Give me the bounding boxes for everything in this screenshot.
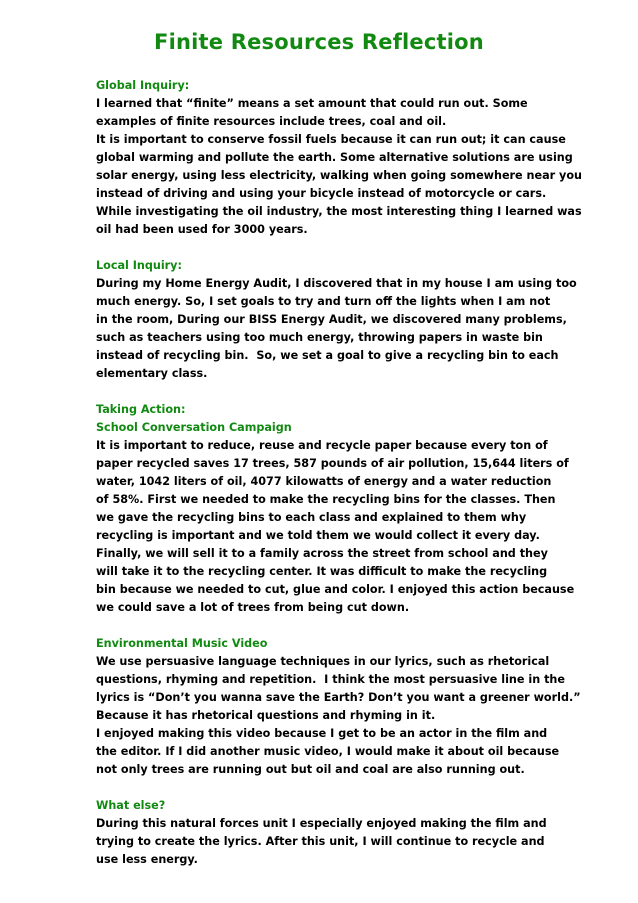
paragraph-line: global warming and pollute the earth. Some alternative solutions are using [96,151,573,164]
paragraph-line: paper recycled saves 17 trees, 587 pounds of air pollution, 15,644 liters of [96,457,569,470]
paragraph-line: solar energy, using less electricity, walking when going somewhere near you [96,169,582,182]
section-heading: What else? [96,799,166,812]
paragraph-line: While investigating the oil industry, the most interesting thing I learned was [96,205,582,218]
section-what-else [96,797,556,869]
paragraph-line: the editor. If I did another music video, I would make it about oil because [96,745,560,758]
paragraph-line: questions, rhyming and repetition. I think the most persuasive line in the [96,673,565,686]
section-music-video [96,635,581,779]
paragraph-line: bin because we needed to cut, glue and color. I enjoyed this action because [96,583,575,596]
paragraph-line: recycling is important and we told them we would collect it every day. [96,529,540,542]
paragraph-line: instead of driving and using your bicycle instead of motorcycle or cars. [96,187,547,200]
paragraph-line: trying to create the lyrics. After this unit, I will continue to recycle and [96,835,545,848]
paragraph-line: water, 1042 liters of oil, 4077 kilowatts of energy and a water reduction [96,475,552,488]
section-subheading: School Conversation Campaign [96,421,292,434]
paragraph-line: elementary class. [96,367,208,380]
section-heading: Local Inquiry: [96,259,182,272]
document-title: Finite Resources Reflection [154,30,484,54]
paragraph-line: During this natural forces unit I especially enjoyed making the film and [96,817,547,830]
section-taking-action [96,401,575,617]
paragraph-line: I enjoyed making this video because I get to be an actor in the film and [96,727,548,740]
paragraph-line: lyrics is “Don’t you wanna save the Earth? Don’t you want a greener world.” [96,691,581,704]
paragraph-line: not only trees are running out but oil and coal are also running out. [96,763,525,776]
paragraph-line: We use persuasive language techniques in our lyrics, such as rhetorical [96,655,550,668]
paragraph-line: I learned that “finite” means a set amount that could run out. Some [96,97,528,110]
paragraph-line: we gave the recycling bins to each class and explained to them why [96,511,527,524]
paragraph-line: will take it to the recycling center. It was difficult to make the recycling [96,565,548,578]
section-heading: Global Inquiry: [96,79,190,92]
section-heading: Taking Action: [96,403,186,416]
paragraph-line: Finally, we will sell it to a family across the street from school and they [96,547,548,560]
paragraph-line: During my Home Energy Audit, I discovered that in my house I am using too [96,277,577,290]
paragraph-line: instead of recycling bin. So, we set a goal to give a recycling bin to each [96,349,559,362]
paragraph-line: much energy. So, I set goals to try and turn off the lights when I am not [96,295,551,308]
paragraph-line: use less energy. [96,853,198,866]
paragraph-line: we could save a lot of trees from being cut down. [96,601,410,614]
paragraph-line: of 58%. First we needed to make the recycling bins for the classes. Then [96,493,556,506]
paragraph-line: oil had been used for 3000 years. [96,223,308,236]
paragraph-line: in the room, During our BISS Energy Audit, we discovered many problems, [96,313,567,326]
paragraph-line: examples of finite resources include trees, coal and oil. [96,115,447,128]
paragraph-line: Because it has rhetorical questions and rhyming in it. [96,709,436,722]
document-body [96,77,582,887]
section-heading: Environmental Music Video [96,637,268,650]
section-local-inquiry [96,257,577,383]
paragraph-line: It is important to reduce, reuse and recycle paper because every ton of [96,439,548,452]
paragraph-line: It is important to conserve fossil fuels because it can run out; it can cause [96,133,566,146]
paragraph-line: such as teachers using too much energy, throwing papers in waste bin [96,331,543,344]
section-global-inquiry [96,77,582,239]
